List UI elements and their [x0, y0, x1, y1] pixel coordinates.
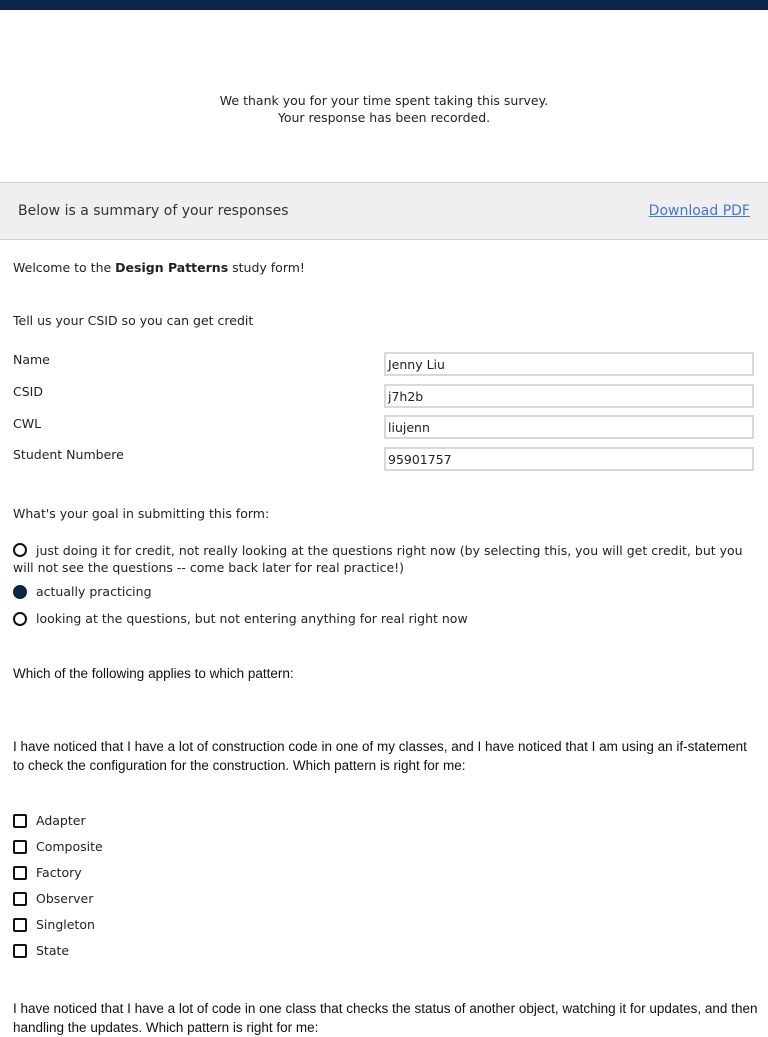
q1-option-factory[interactable]: [13, 866, 753, 882]
name-field[interactable]: Jenny Liu: [384, 352, 754, 376]
top-header-bar: [0, 0, 768, 10]
cwl-field[interactable]: liujenn: [384, 415, 754, 439]
checkbox-icon[interactable]: [13, 814, 27, 828]
q1-option-label: Factory: [36, 865, 82, 880]
q1-option-label: Observer: [36, 891, 94, 906]
csid-label: CSID: [13, 384, 43, 399]
checkbox-icon[interactable]: [13, 918, 27, 932]
q1-option-label: Singleton: [36, 917, 95, 932]
q1-option-label: Adapter: [36, 813, 86, 828]
csid-field[interactable]: j7h2b: [384, 384, 754, 408]
checkbox-icon[interactable]: [13, 866, 27, 880]
goal-option-practicing[interactable]: [13, 585, 753, 601]
goal-option-credit-label: just doing it for credit, not really looking at the questions right now (by selecting this, you will get credit, but you will not see the questions -- come back later for real practice!): [13, 543, 743, 575]
radio-checked-icon[interactable]: [13, 585, 27, 599]
checkbox-icon[interactable]: [13, 944, 27, 958]
goal-option-credit[interactable]: [13, 543, 753, 579]
q1-option-adapter[interactable]: [13, 814, 753, 830]
welcome-suffix: study form!: [228, 260, 305, 275]
thank-you-line-1: We thank you for your time spent taking this survey.: [219, 93, 549, 108]
checkbox-icon[interactable]: [13, 840, 27, 854]
checkbox-icon[interactable]: [13, 892, 27, 906]
welcome-form-name: Design Patterns: [115, 260, 229, 275]
goal-option-looking-label: looking at the questions, but not entering anything for real right now: [36, 611, 468, 626]
cwl-label: CWL: [13, 416, 42, 431]
q1-option-singleton[interactable]: [13, 918, 753, 934]
q1-option-label: State: [36, 943, 70, 958]
q1-option-state[interactable]: [13, 944, 753, 960]
question-1-text: I have noticed that I have a lot of construction code in one of my classes, and I have noticed that I am using an if-statement to check the configuration for the construction. Which pattern is right for me:: [13, 739, 747, 773]
summary-text: Below is a summary of your responses: [18, 203, 289, 219]
thank-you-message: [0, 93, 768, 126]
radio-unchecked-icon[interactable]: [13, 612, 27, 626]
goal-option-looking[interactable]: [13, 612, 753, 628]
name-label: Name: [13, 352, 50, 367]
csid-prompt: Tell us your CSID so you can get credit: [13, 313, 254, 328]
student-number-field[interactable]: 95901757: [384, 447, 754, 471]
question-2-text: I have noticed that I have a lot of code in one class that checks the status of another object, watching it for updates, and then handling the updates. Which pattern is right for me:: [13, 1001, 758, 1035]
welcome-prefix: Welcome to the: [13, 260, 116, 275]
q1-option-composite[interactable]: [13, 840, 753, 856]
thank-you-line-2: Your response has been recorded.: [277, 109, 491, 125]
goal-option-practicing-label: actually practicing: [36, 584, 152, 599]
section-title: Which of the following applies to which pattern:: [13, 666, 294, 681]
goal-question: What's your goal in submitting this form:: [13, 506, 270, 521]
download-pdf-link[interactable]: Download PDF: [648, 203, 750, 219]
summary-bar: [0, 182, 768, 240]
q1-option-observer[interactable]: [13, 892, 753, 908]
welcome-text: [13, 260, 305, 275]
student-number-label: Student Numbere: [13, 447, 124, 462]
q1-option-label: Composite: [36, 839, 103, 854]
